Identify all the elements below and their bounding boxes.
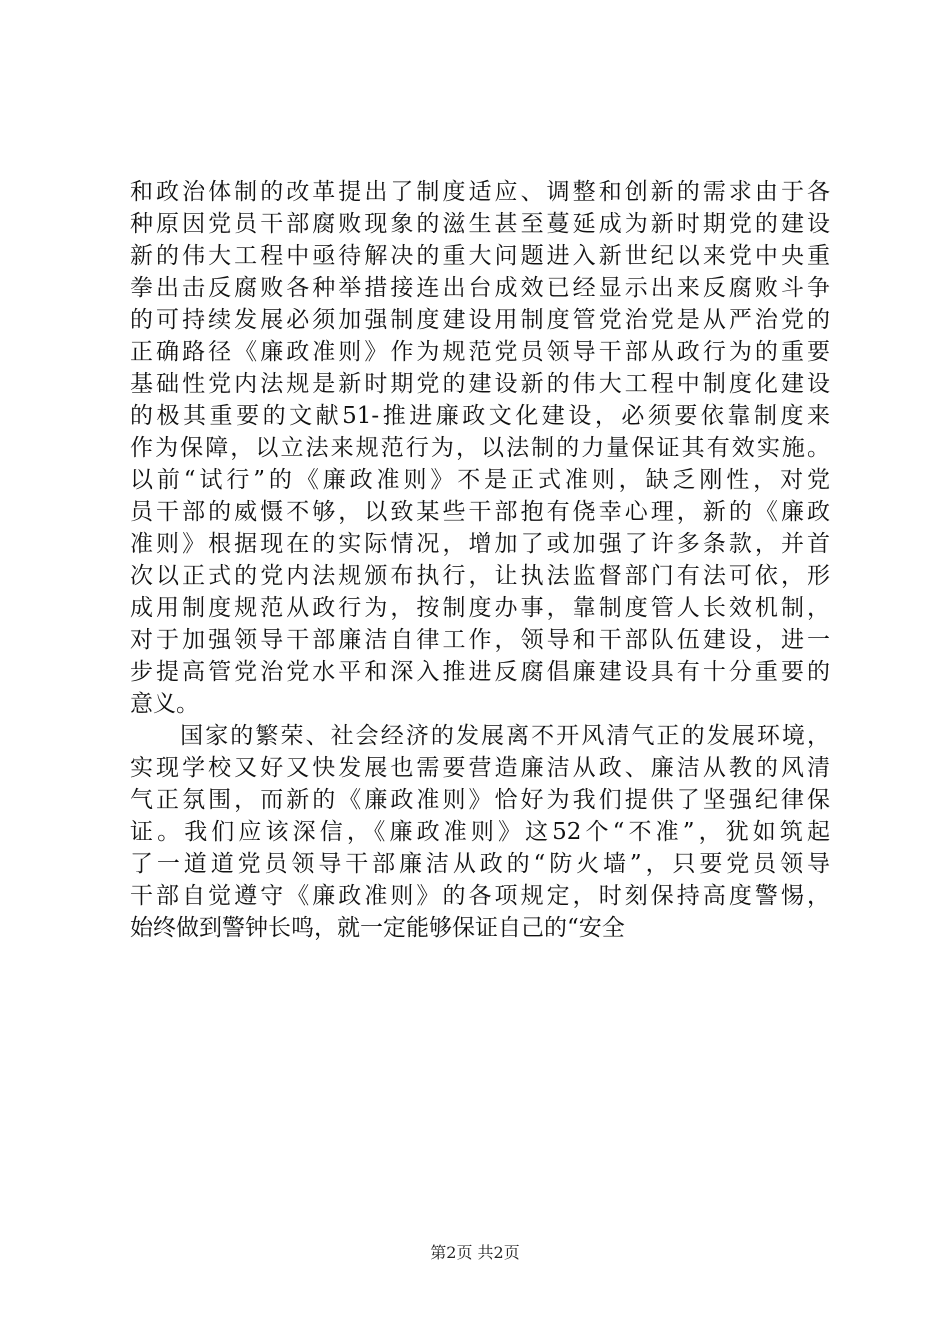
text-line: 的可持续发展必须加强制度建设用制度管党治党是从严治党的 <box>130 307 830 333</box>
text-line: 步提高管党治党水平和深入推进反腐倡廉建设具有十分重要的 <box>130 659 830 685</box>
page-number: 第2页 共2页 <box>430 1243 520 1262</box>
text-line: 和政治体制的改革提出了制度适应、调整和创新的需求由于各 <box>130 179 830 205</box>
text-line: 意义。 <box>130 691 199 717</box>
text-line: 成用制度规范从政行为，按制度办事，靠制度管人长效机制， <box>130 595 830 621</box>
paragraph-1 <box>130 176 830 720</box>
text-line: 证。我们应该深信，《廉政准则》这52个“不准”，犹如筑起 <box>130 819 830 845</box>
paragraph-2 <box>130 720 830 944</box>
document-body <box>130 176 830 944</box>
text-line: 基础性党内法规是新时期党的建设新的伟大工程中制度化建设 <box>130 371 830 397</box>
text-line: 以前“试行”的《廉政准则》不是正式准则，缺乏刚性，对党 <box>130 467 830 493</box>
text-line: 拳出击反腐败各种举措接连出台成效已经显示出来反腐败斗争 <box>130 275 830 301</box>
page-footer <box>0 1243 950 1263</box>
text-line: 种原因党员干部腐败现象的滋生甚至蔓延成为新时期党的建设 <box>130 211 830 237</box>
text-line: 始终做到警钟长鸣，就一定能够保证自己的“安全 <box>130 915 625 941</box>
text-line: 干部自觉遵守《廉政准则》的各项规定，时刻保持高度警惕， <box>130 883 830 909</box>
text-line: 次以正式的党内法规颁布执行，让执法监督部门有法可依，形 <box>130 563 830 589</box>
text-line: 气正氛围，而新的《廉政准则》恰好为我们提供了坚强纪律保 <box>130 787 830 813</box>
text-line: 作为保障，以立法来规范行为，以法制的力量保证其有效实施。 <box>130 435 830 461</box>
text-line: 对于加强领导干部廉洁自律工作，领导和干部队伍建设，进一 <box>130 627 830 653</box>
text-line: 国家的繁荣、社会经济的发展离不开风清气正的发展环境， <box>130 723 830 749</box>
text-line: 实现学校又好又快发展也需要营造廉洁从政、廉洁从教的风清 <box>130 755 830 781</box>
text-line: 正确路径《廉政准则》作为规范党员领导干部从政行为的重要 <box>130 339 830 365</box>
text-line: 了一道道党员领导干部廉洁从政的“防火墙”，只要党员领导 <box>130 851 830 877</box>
text-line: 的极其重要的文献51-推进廉政文化建设，必须要依靠制度来 <box>130 403 830 429</box>
text-line: 员干部的威慑不够，以致某些干部抱有侥幸心理，新的《廉政 <box>130 499 830 525</box>
text-line: 准则》根据现在的实际情况，增加了或加强了许多条款，并首 <box>130 531 830 557</box>
text-line: 新的伟大工程中亟待解决的重大问题进入新世纪以来党中央重 <box>130 243 830 269</box>
